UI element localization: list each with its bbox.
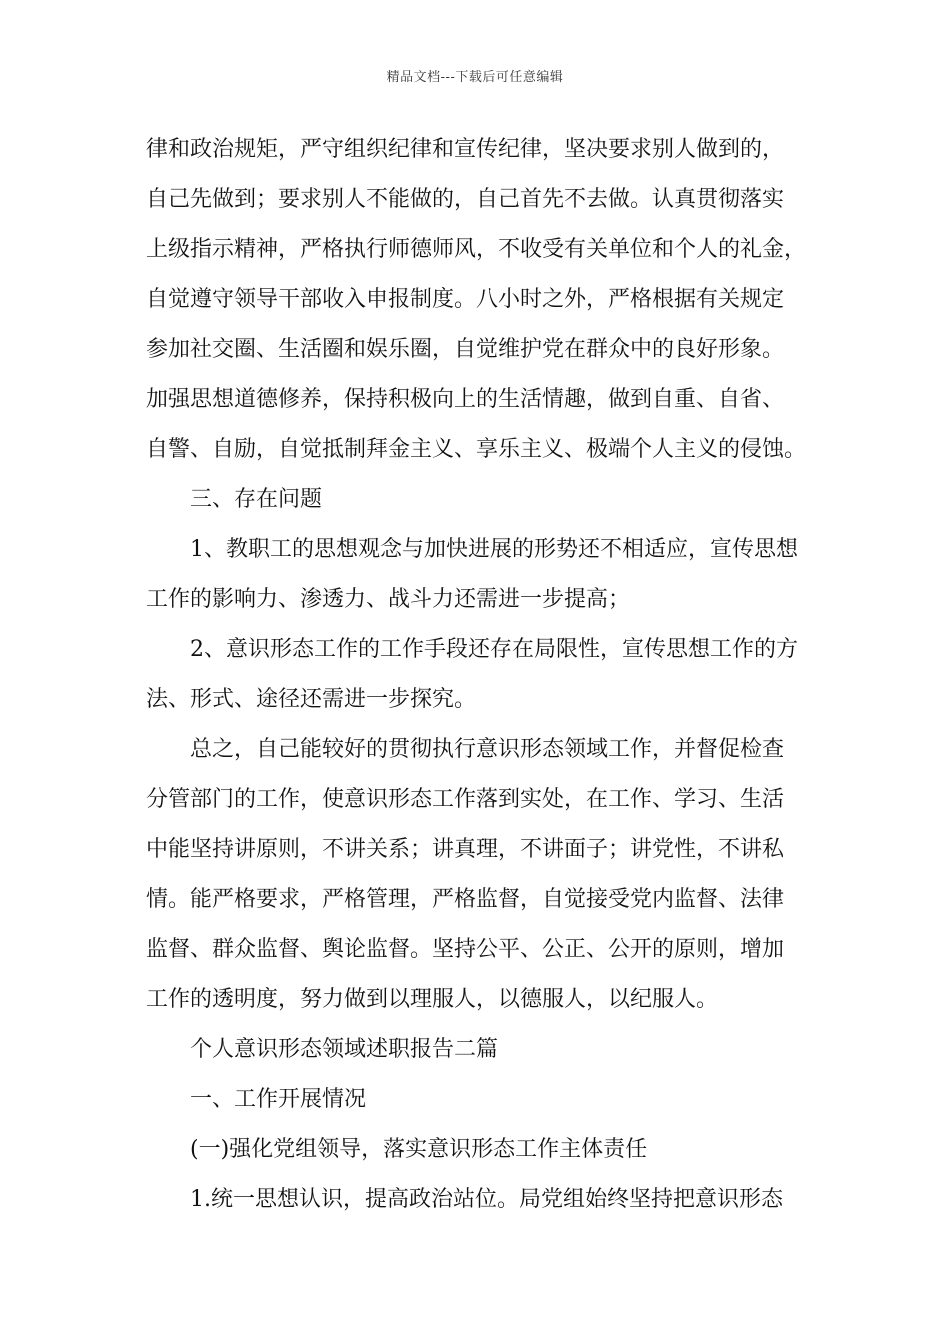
body-line-9: 1、教职工的思想观念与加快进展的形势还不相适应，宣传思想 [190, 537, 798, 562]
body-line-2: 自己先做到；要求别人不能做的，自己首先不去做。认真贯彻落实 [146, 187, 785, 212]
body-line-18: 工作的透明度，努力做到以理服人，以德服人，以纪服人。 [146, 987, 719, 1012]
body-line-6: 加强思想道德修养，保持积极向上的生活情趣，做到自重、自省、 [146, 387, 785, 412]
body-line-12: 法、形式、途径还需进一步探究。 [146, 687, 477, 712]
body-line-22: 1.统一思想认识，提高政治站位。局党组始终坚持把意识形态 [190, 1187, 783, 1212]
section-heading-problems: 三、存在问题 [190, 487, 323, 512]
body-line-17: 监督、群众监督、舆论监督。坚持公平、公正、公开的原则，增加 [146, 937, 785, 962]
page-header: 精品文档---下载后可任意编辑 [386, 70, 564, 85]
report-title: 个人意识形态领域述职报告二篇 [190, 1037, 499, 1062]
body-line-1: 律和政治规矩，严守组织纪律和宣传纪律，坚决要求别人做到的， [146, 137, 785, 162]
body-line-7: 自警、自励，自觉抵制拜金主义、享乐主义、极端个人主义的侵蚀。 [146, 437, 807, 462]
body-line-4: 自觉遵守领导干部收入申报制度。八小时之外，严格根据有关规定 [146, 287, 785, 312]
subsection-heading: (一)强化党组领导，落实意识形态工作主体责任 [190, 1137, 648, 1162]
body-line-10: 工作的影响力、渗透力、战斗力还需进一步提高； [146, 587, 631, 612]
body-line-3: 上级指示精神，严格执行师德师风，不收受有关单位和个人的礼金， [146, 237, 807, 262]
body-line-13: 总之，自己能较好的贯彻执行意识形态领域工作，并督促检查 [190, 737, 785, 762]
body-line-14: 分管部门的工作，使意识形态工作落到实处，在工作、学习、生活 [146, 787, 785, 812]
body-line-5: 参加社交圈、生活圈和娱乐圈，自觉维护党在群众中的良好形象。 [146, 337, 785, 362]
body-line-16: 情。能严格要求，严格管理，严格监督，自觉接受党内监督、法律 [146, 887, 785, 912]
section-heading-work: 一、工作开展情况 [190, 1087, 367, 1112]
body-line-11: 2、意识形态工作的工作手段还存在局限性，宣传思想工作的方 [190, 637, 798, 662]
body-line-15: 中能坚持讲原则，不讲关系；讲真理，不讲面子；讲党性，不讲私 [146, 837, 785, 862]
